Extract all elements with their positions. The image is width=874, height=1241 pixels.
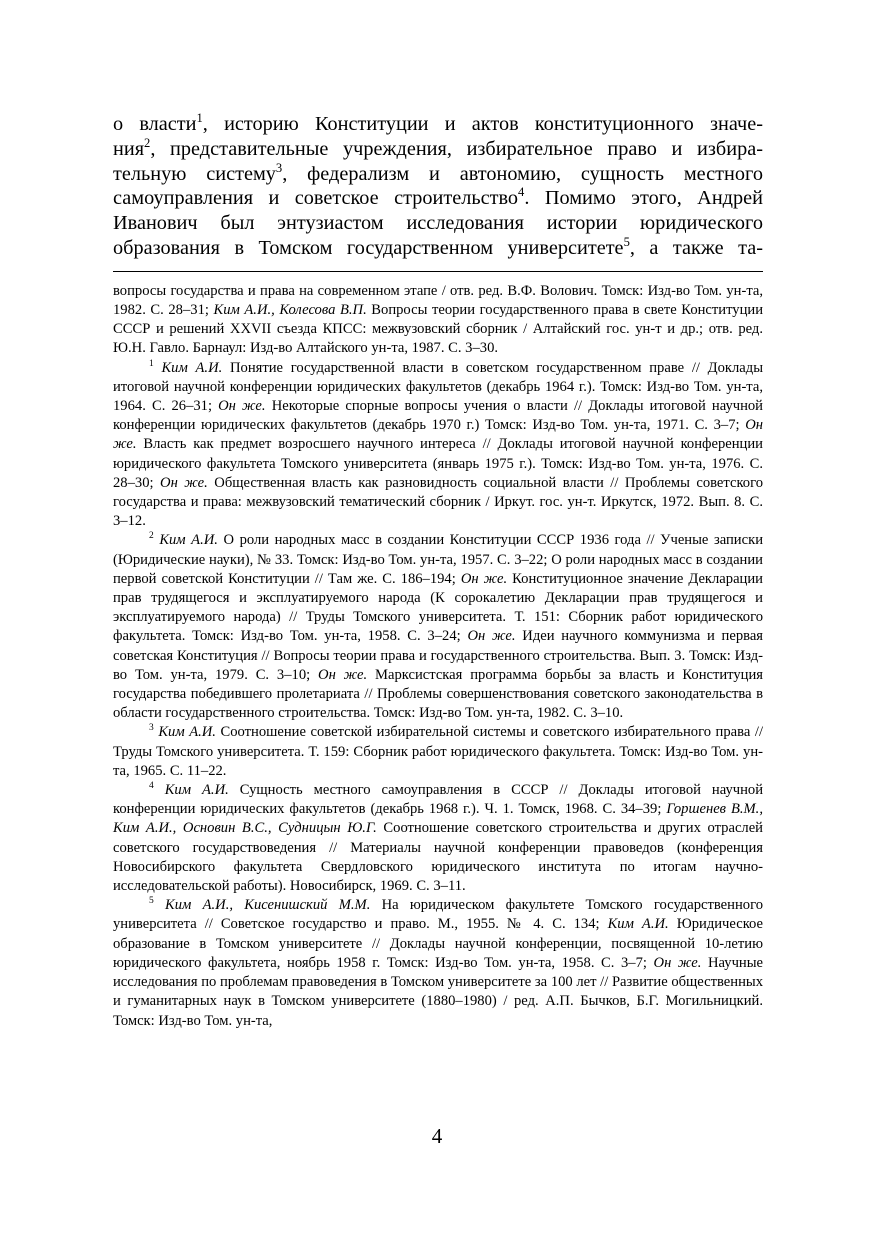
footnote-text: Понятие государственной власти в советском государственном праве // Доклады итоговой научной конференции юридических факультетов (декабрь 1964 г.). Томск: Изд-во Том. ун-та, 1964. С. 26–31; [113,359,763,414]
page-body [113,112,763,1031]
footnote-3 [113,723,763,781]
footnote-text: Конституционное значение Декларации прав трудящегося и эксплуатируемого народа (К сорокалетию Декларации прав трудящегося и эксплуатируемого народа) // Труды Томского университета. Т. 151: Сборник работ юридического факультета. Томск: Изд-во Том. ун-та, 1958. С. 3–24; [113,570,763,645]
footnote-ref-2: 2 [144,136,151,151]
footnote-author: Ким А.И. [607,916,669,933]
footnote-mark: 1 [149,358,154,369]
footnote-text: Соотношение советской избирательной системы и советского избирательного права // Труды Томского университета. Т. 159: Сборник работ юридического факультета. Томск: Изд-во Том. ун-та, 1965. С. 11–22. [113,724,763,779]
footnote-author: Ким А.И. [161,359,223,376]
main-text-fragment: Иванович был энтузиастом исследования истории юридического [113,212,763,235]
page-number: 4 [431,1124,443,1148]
footnote-author: Он же. [460,570,508,587]
footnote-text: На юридическом факультете Томского государственного университета // Советское государство и право. М., 1955. № 4. С. 134; [113,897,763,933]
footnote-ref-3: 3 [275,160,283,175]
footnote-author: Ким А.И., Кисенишский М.М. [165,897,371,914]
footnote-text: Идеи научного коммунизма и первая советская Конституция // Вопросы теории права и государственного строительства. Вып. 3. Томск: Изд-во Том. ун-та, 1979. С. 3–10; [113,628,764,683]
footnote-ref-5: 5 [623,235,630,250]
main-text-fragment: , а также та- [629,236,763,259]
footnote-text: Соотношение советского строительства и других отраслей советского государствоведения // Материалы научной конференции правоведов (конференция Новосибирского факультета Свердловского юридического института по итогам научно-исследовательской работы). Новосибирск, 1969. С. 3–11. [113,820,763,895]
footnote-1 [113,359,763,532]
footnote-text: Общественная власть как разновидность социальной власти // Проблемы советского государства и права: межвузовский тематический сборник / Иркут. гос. ун-т. Иркутск, 1972. Вып. 8. С. 3–12. [113,474,764,530]
footnote-author: Он же. [318,666,368,683]
footnote-author: Он же. [467,628,516,645]
footnote-author: Горшенев В.М., Ким А.И., Основин В.С., Судницын Ю.Г. [113,801,763,837]
footnote-text: О роли народных масс в создании Конституции СССР 1936 года // Ученые записки (Юридические науки), № 33. Томск: Изд-во Том. ун-та, 1957. С. 3–22; О роли народных масс в создании первой советской Конституции // Там же. С. 186–194; [113,532,763,587]
footnote-author: Он же. [113,417,763,453]
footnote-author: Он же. [160,474,208,491]
footnote-ref-4: 4 [518,185,525,200]
footnote-mark: 4 [149,781,154,792]
main-text-fragment: образования в Томском государственном университете [113,236,624,259]
footnote-mark: 5 [149,896,154,907]
footnote-text: Научные исследования по проблемам правоведения в Томском университете за 100 лет // Развитие общественных и гуманитарных наук в Томском университете (1880–1980) / ред. А.П. Бычков, Б.Г. Могильницкий. Томск: Изд-во Том. ун-та, [113,954,764,1029]
footnote-text: Сущность местного самоуправления в СССР // Доклады итоговой научной конференции юридических факультетов (декабрь 1968 г.). Ч. 1. Томск, 1968. С. 34–39; [113,782,763,818]
footnote-5 [113,896,763,1030]
main-text-fragment: о власти [113,113,197,135]
footnote-text: Некоторые спорные вопросы учения о власти // Доклады итоговой научной конференции юридических факультетов (декабрь 1970 г.) Томск: Изд-во Том. ун-та, 1971. С. 3–7; [113,398,763,434]
footnote-author: Ким А.И. [159,532,218,549]
footnote-author: Он же. [218,398,266,414]
footnote-author: Ким А.И. [158,724,216,741]
footnote-text: Вопросы теории государственного права в свете Конституции СССР и решений XXVII съезда КПСС: межвузовский сборник / Алтайский гос. ун-т и др.; отв. ред. Ю.Н. Гавло. Барнаул: Изд-во Алтайского ун-та, 1987. С. 3–30. [113,301,764,357]
main-text-fragment: . Помимо этого, Андрей [524,187,763,210]
main-text-fragment: , историю Конституции и актов конституционного значе- [202,113,763,135]
footnote-text: Власть как предмет возросшего научного интереса // Доклады итоговой научной конференции юридического факультета Томского университета (январь 1975 г.). Томск: Изд-во Том. ун-та, 1976. С. 28–30; [113,436,763,491]
footnote-author: Ким А.И., Колесова В.П. [213,301,367,318]
footnote-separator [113,271,763,272]
main-text-fragment: самоуправления и советское строительство [113,187,519,210]
main-text-fragment: , представительные учреждения, избирательное право и избира- [150,137,763,160]
main-text-fragment: тельную систему [113,162,276,185]
footnote-text: Марксистская программа борьбы за власть и Конституция государства победившего пролетариата // Проблемы совершенствования советского законодательства в области государственного строительства. Томск: Изд-во Том. ун-та, 1982. С. 3–10. [113,666,763,722]
footnotes-section [113,282,763,1031]
main-text-fragment: , федерализм и автономию, сущность местного [282,162,763,185]
footnote-continuation [113,282,763,359]
footnote-text: вопросы государства и права на современном этапе / отв. ред. В.Ф. Волович. Томск: Изд-во Том. ун-та, 1982. С. 28–31; [113,282,763,318]
footnote-text: Юридическое образование в Томском университете // Доклады научной конференции, посвященной 10-летию юридического факультета, ноябрь 1958 г. Томск: Изд-во Том. ун-та, 1958. С. 3–7; [113,916,764,971]
footnote-mark: 3 [149,723,154,734]
footnote-author: Ким А.И. [164,782,229,799]
footnote-mark: 2 [149,531,154,542]
footnote-2 [113,531,763,723]
footnote-4 [113,781,763,896]
main-paragraph [113,112,763,261]
footnote-author: Он же. [653,954,702,971]
footnote-ref-1: 1 [196,111,203,126]
main-text-fragment: ния [113,137,145,160]
